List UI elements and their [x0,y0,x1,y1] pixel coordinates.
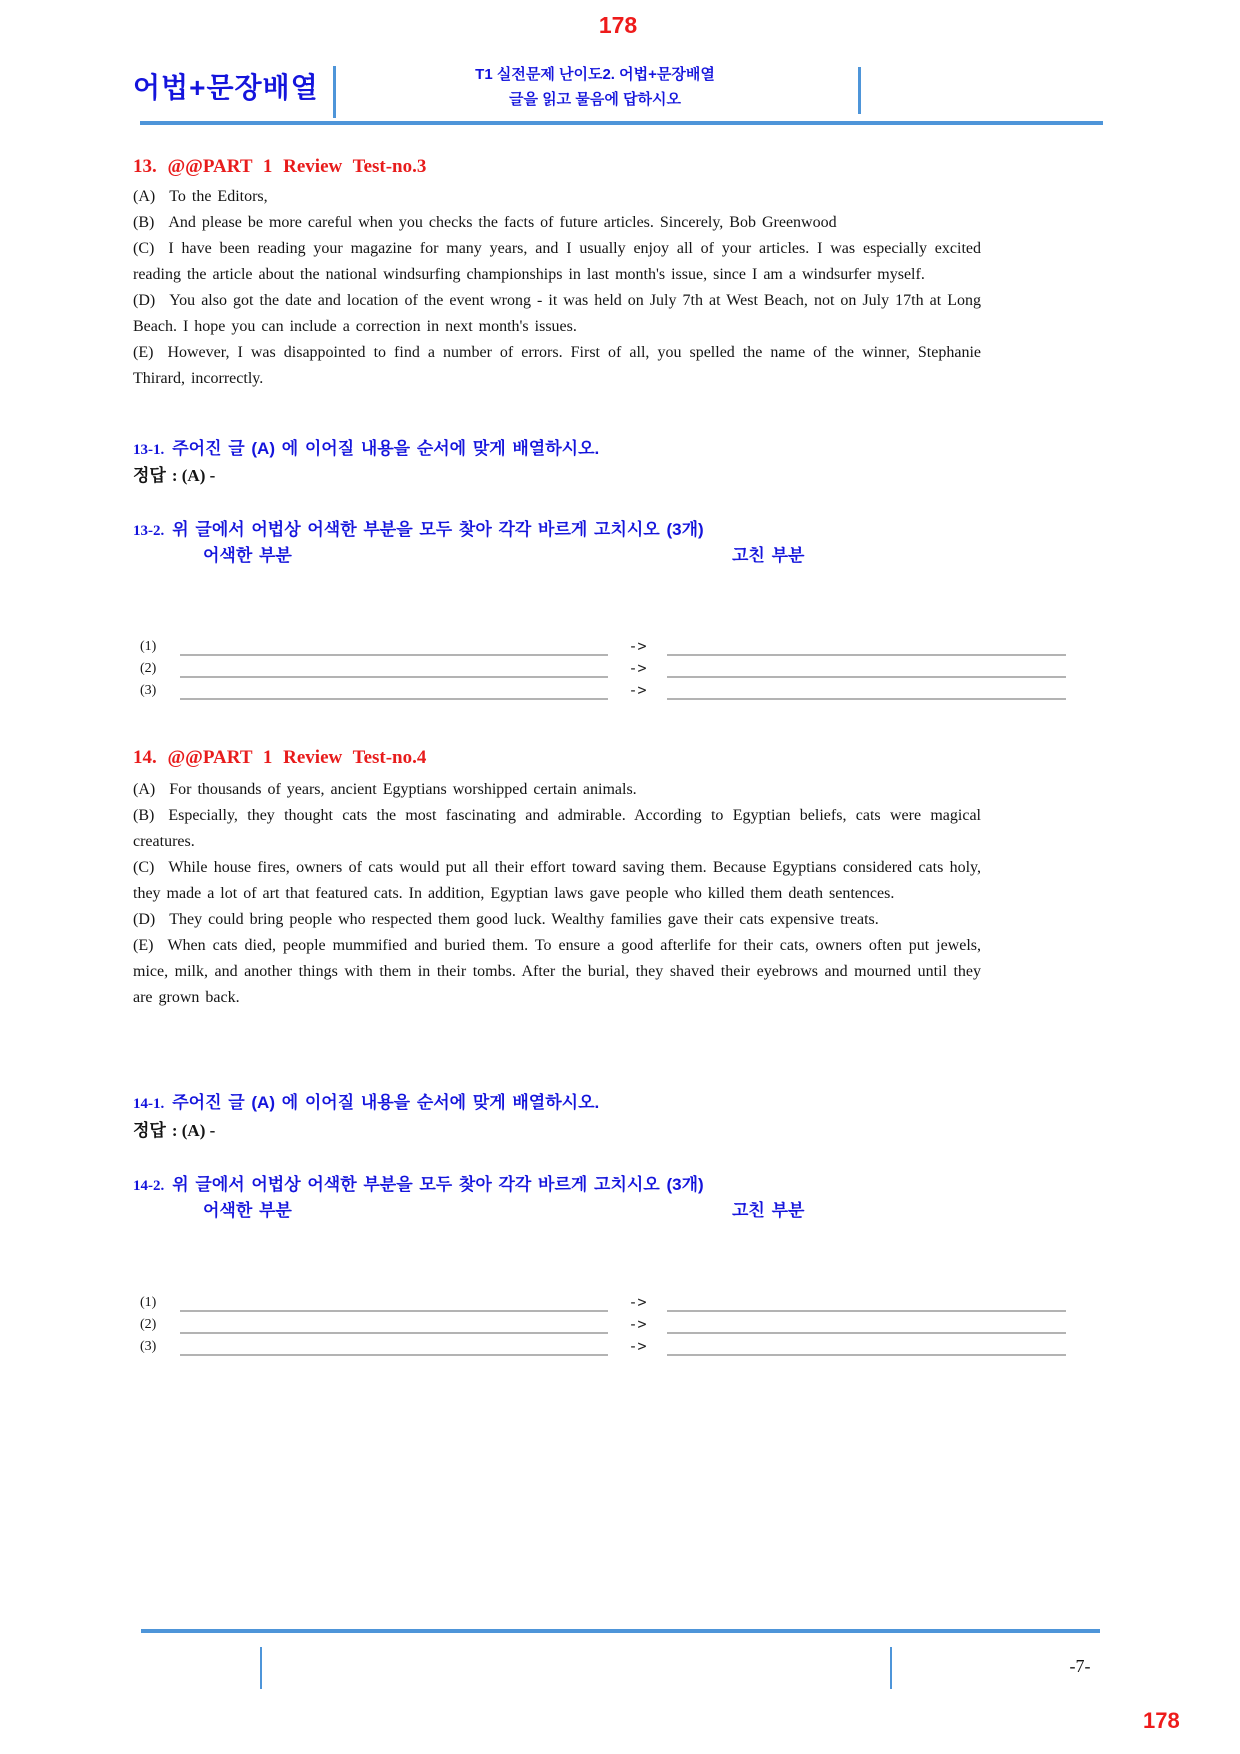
paragraph-text: You also got the date and location of the event wrong - it was held on July 7th at West Beach, not on July 17th at Long Beach. I hope you can include a correction in next month's issues. [133,292,981,335]
answer-blank-right [667,1332,1066,1356]
passage [133,777,981,1011]
header-center-block [350,62,840,112]
paragraph-text: I have been reading your magazine for many years, and I usually enjoy all of your articles. I was especially excited reading the article about the national windsurfing championships in last month's issue, since I am a windsurfer myself. [133,240,981,283]
column-header-corrected-part: 고친 부분 [732,546,805,565]
section-number: 14. [133,747,157,768]
footer-divider-left [260,1647,262,1689]
footer-rule [141,1629,1100,1633]
paragraph-label: (B) [133,214,155,231]
answer-row [133,678,1073,700]
header-center-line2: 글을 읽고 물음에 답하시오 [509,91,681,108]
paragraph-text: For thousands of years, ancient Egyptians worshipped certain animals. [169,781,637,798]
passage-paragraph [133,777,981,803]
passage-paragraph [133,340,981,392]
question-text: 주어진 글 (A) 에 이어질 내용을 순서에 맞게 배열하시오. [172,1093,600,1112]
paragraph-text: When cats died, people mummified and buried them. To ensure a good afterlife for their cats, owners often put jewels, mice, milk, and another things with them in their tombs. After the burial, they shaved their eyebrows and mourned until they are grown back. [133,937,981,1006]
paragraph-label: (A) [133,188,156,205]
paragraph-label: (B) [133,807,155,824]
question-number: 13-1. [133,442,165,458]
question-2 [133,515,704,540]
answer-row [133,634,1073,656]
answer-blank-left [180,632,608,656]
answer-blank-right [667,1288,1066,1312]
question-text: 위 글에서 어법상 어색한 부분을 모두 찾아 각각 바르게 고치시오 (3개) [172,1175,704,1194]
answer-row [133,656,1073,678]
section-title: @@PART 1 Review Test-no.3 [167,156,427,177]
header-divider-right [858,67,861,114]
section-heading [133,156,426,178]
header-rule [140,121,1103,125]
answer-blank-left [180,654,608,678]
column-header-corrected-part: 고친 부분 [732,1201,805,1220]
row-label: (3) [140,1339,157,1354]
question-number: 14-2. [133,1178,165,1194]
answer-blank-rows [133,1290,1073,1356]
answer-row [133,1312,1073,1334]
paragraph-text: They could bring people who respected them good luck. Wealthy families gave their cats expensive treats. [169,911,879,928]
answer-value: : (A) - [171,466,216,485]
section-number: 13. [133,156,157,177]
passage-paragraph [133,907,981,933]
arrow-glyph: -> [628,1293,647,1311]
header-center-line1: T1 실전문제 난이도2. 어법+문장배열 [475,66,715,83]
passage-paragraph [133,803,981,855]
column-header-wrong-part: 어색한 부분 [203,1201,292,1220]
paragraph-text: While house fires, owners of cats would put all their effort toward saving them. Because Egyptians considered cats holy, they made a lot of art that featured cats. In addition, Egyptian laws gave people who killed them death sentences. [133,859,981,902]
question-text: 주어진 글 (A) 에 이어질 내용을 순서에 맞게 배열하시오. [172,439,600,458]
question-number: 13-2. [133,523,165,539]
answer-column-headers [133,1196,981,1218]
arrow-glyph: -> [628,659,647,677]
passage-paragraph [133,288,981,340]
footer-page-label: -7- [1069,1656,1091,1676]
passage-paragraph [133,855,981,907]
column-header-wrong-part: 어색한 부분 [203,546,292,565]
passage-paragraph [133,210,981,236]
answer-blank-right [667,1310,1066,1334]
passage [133,184,981,392]
row-label: (1) [140,1295,157,1310]
answer-row [133,1334,1073,1356]
answer-value: : (A) - [171,1121,216,1140]
paragraph-label: (C) [133,240,155,257]
answer-blank-right [667,654,1066,678]
passage-paragraph [133,933,981,1011]
question-2 [133,1170,704,1195]
answer-column-headers [133,541,981,563]
paragraph-text: To the Editors, [169,188,268,205]
answer-blank-right [667,632,1066,656]
section-heading [133,747,426,769]
paragraph-label: (E) [133,937,154,954]
answer-label: 정답 [133,1121,166,1140]
arrow-glyph: -> [628,681,647,699]
paragraph-label: (D) [133,292,156,309]
question-number: 14-1. [133,1096,165,1112]
paragraph-label: (A) [133,781,156,798]
row-label: (3) [140,683,157,698]
answer-blank-left [180,1332,608,1356]
footer-divider-right [890,1647,892,1689]
answer-blank-rows [133,634,1073,700]
header-divider-left [333,66,336,118]
answer-blank-right [667,676,1066,700]
answer-label: 정답 [133,466,166,485]
passage-paragraph [133,184,981,210]
question-1 [133,1088,599,1113]
answer-line [133,461,215,486]
passage-paragraph [133,236,981,288]
page-number-top: 178 [598,12,638,38]
arrow-glyph: -> [628,1337,647,1355]
arrow-glyph: -> [628,637,647,655]
answer-row [133,1290,1073,1312]
paragraph-label: (E) [133,344,154,361]
header-left-title: 어법+문장배열 [133,72,319,103]
section-title: @@PART 1 Review Test-no.4 [167,747,427,768]
paragraph-text: Especially, they thought cats the most fascinating and admirable. According to Egyptian beliefs, cats were magical creatures. [133,807,981,850]
row-label: (2) [140,661,157,676]
row-label: (1) [140,639,157,654]
paragraph-text: However, I was disappointed to find a number of errors. First of all, you spelled the name of the winner, Stephanie Thirard, incorrectly. [133,344,981,387]
paragraph-label: (D) [133,911,156,928]
question-text: 위 글에서 어법상 어색한 부분을 모두 찾아 각각 바르게 고치시오 (3개) [172,520,704,539]
paragraph-label: (C) [133,859,155,876]
page-number-bottom: 178 [1143,1708,1180,1733]
paragraph-text: And please be more careful when you checks the facts of future articles. Sincerely, Bob Greenwood [168,214,837,231]
answer-blank-left [180,1288,608,1312]
row-label: (2) [140,1317,157,1332]
answer-blank-left [180,1310,608,1334]
answer-line [133,1116,215,1141]
question-1 [133,434,599,459]
arrow-glyph: -> [628,1315,647,1333]
answer-blank-left [180,676,608,700]
